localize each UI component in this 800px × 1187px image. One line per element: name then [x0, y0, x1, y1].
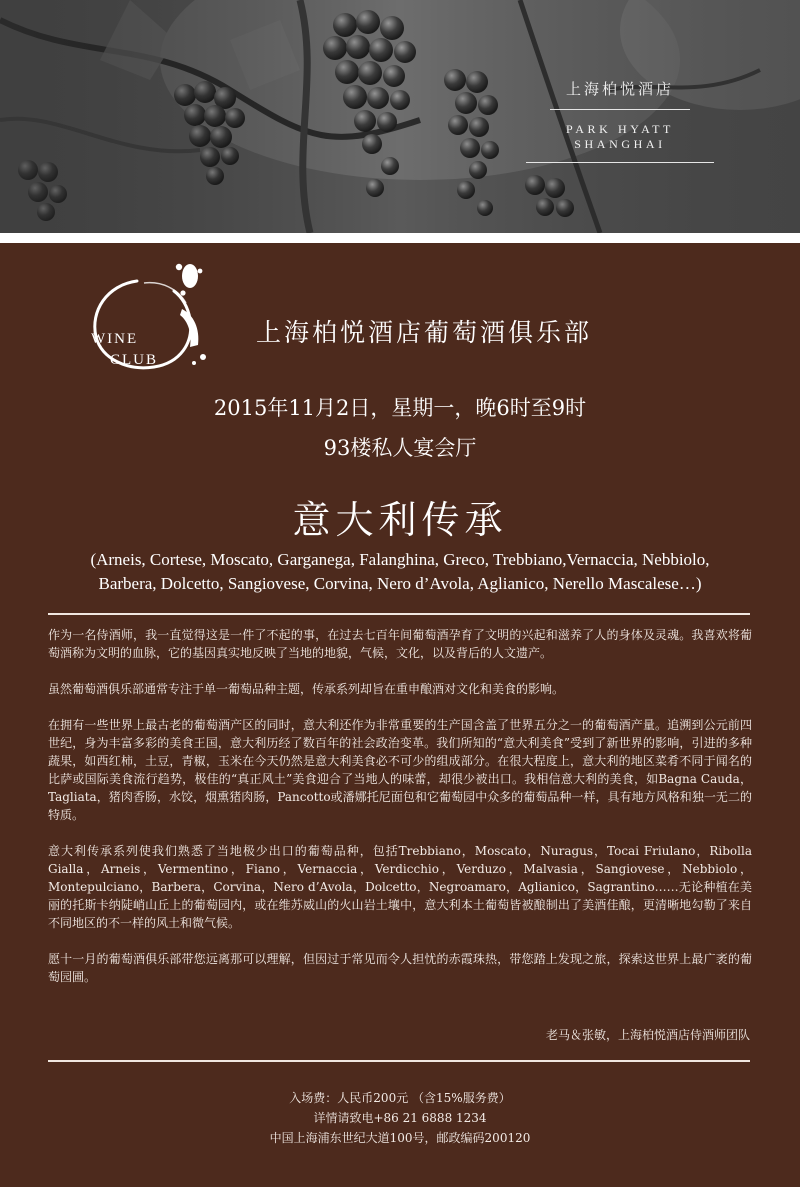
grape-list-line-2: Barbera, Dolcetto, Sangiovese, Corvina, Nero d’Avola, Aglianico, Nerello Mascalese…)	[98, 574, 702, 593]
paragraph-2: 虽然葡萄酒俱乐部通常专注于单一葡萄品种主题，传承系列却旨在重申酿酒对文化和美食的影响。	[48, 682, 565, 696]
brand-english-name: PARK HYATT SHANGHAI	[526, 110, 714, 163]
paragraph-3: 在拥有一些世界上最古老的葡萄酒产区的同时，意大利还作为非常重要的生产国含盖了世界五分之一的葡萄酒产量。追溯到公元前四世纪，身为丰富多彩的美食王国，意大利历经了数百年的社会政治变革。我们所知的“意大利美食”受到了新世界的影响，引进的多种蔬果，如西红柿，土豆，青椒，玉米在今天仍然是意大利美食必不可少的组成部分。在很大程度上，意大利的地区菜肴不同于闻名的比萨或国际美食流行趋势，极佳的“真正风土”美食迎合了当地人的味蕾，却很少被出口。我相信意大利的美食，如Bagna Cauda，Tagliata，猪肉香肠，水饺，烟熏猪肉肠，Pancotto或潘娜托尼面包和它葡萄园中众多的葡萄品种一样，具有地方风格和独一无二的特质。	[48, 718, 752, 822]
grape-list-line-1: (Arneis, Cortese, Moscato, Garganega, Falanghina, Greco, Trebbiano,Vernaccia, Nebbiolo,	[90, 550, 710, 569]
paragraph-5: 愿十一月的葡萄酒俱乐部带您远离那可以理解，但因过于常见而令人担忧的赤霞珠热，带您踏上发现之旅，探索这世界上最广袤的葡萄园圃。	[48, 952, 752, 984]
hero-banner	[0, 0, 800, 233]
entry-fee: 入场费：人民币200元 （含15%服务费）	[289, 1091, 511, 1105]
invitation-panel	[0, 243, 800, 1187]
brand-chinese-name: 上海柏悦酒店	[550, 78, 690, 110]
event-date: 2015年11月2日，星期一，晚6时至9时	[213, 396, 587, 420]
wine-club-logo	[82, 259, 212, 371]
body-text	[48, 626, 752, 1004]
logo-word-club: CLUB	[110, 352, 159, 368]
grape-variety-list	[70, 548, 730, 596]
club-title: 上海柏悦酒店葡萄酒俱乐部	[256, 318, 593, 347]
event-venue: 93楼私人宴会厅	[323, 436, 477, 460]
hotel-address: 中国上海浦东世纪大道100号，邮政编码200120	[269, 1131, 531, 1145]
divider-bottom	[48, 1060, 750, 1062]
logo-word-wine: WINE	[91, 331, 139, 347]
contact-phone: 详情请致电+86 21 6888 1234	[313, 1111, 487, 1125]
signature: 老马＆张敏，上海柏悦酒店侍酒师团队	[545, 1028, 750, 1042]
theme-title: 意大利传承	[292, 498, 508, 542]
event-footer	[0, 1088, 800, 1148]
park-hyatt-brand	[520, 78, 720, 163]
separator-band	[0, 233, 800, 243]
paragraph-1: 作为一名侍酒师，我一直觉得这是一件了不起的事，在过去七百年间葡萄酒孕育了文明的兴起和滋养了人的身体及灵魂。我喜欢将葡萄酒称为文明的血脉，它的基因真实地反映了当地的地貌，气候，文化，以及背后的人文遗产。	[48, 628, 752, 660]
paragraph-4: 意大利传承系列使我们熟悉了当地极少出口的葡萄品种，包括Trebbiano，Moscato，Nuragus，Tocai Friulano，Ribolla Gialla，Arneis，Vermentino，Fiano，Vernaccia，Verdicchio，Verduzo，Malvasia，Sangiovese，Nebbiolo，Montepulciano，Barbera，Corvina，Nero d’Avola，Dolcetto，Negroamaro，Aglianico，Sagrantino……无论种植在美丽的托斯卡纳陡峭山丘上的葡萄园内，或在维苏威山的火山岩土壤中，意大利本土葡萄皆被酿制出了美酒佳酿，更清晰地勾勒了来自不同地区的不一样的风土和微气候。	[48, 844, 752, 930]
divider-top	[48, 613, 750, 615]
